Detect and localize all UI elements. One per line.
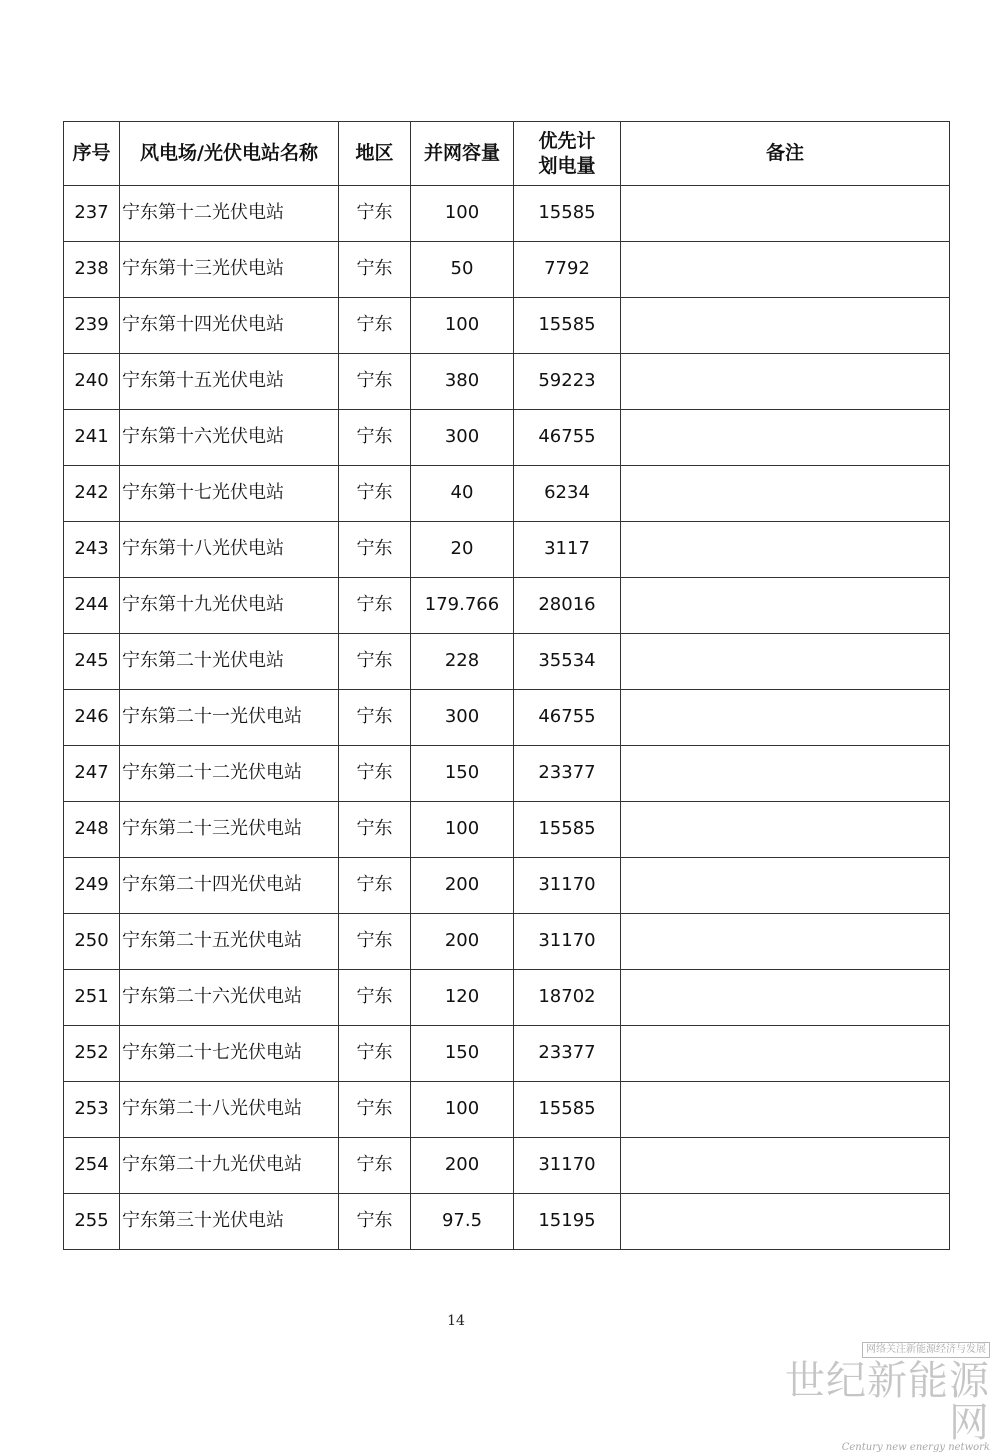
table-row: [64, 354, 950, 410]
cell-plan-energy: 46755: [514, 690, 621, 746]
cell-plan-energy: 6234: [514, 466, 621, 522]
cell-capacity: 50: [411, 242, 514, 298]
cell-plan-energy: 31170: [514, 914, 621, 970]
header-area: 地区: [339, 122, 411, 186]
cell-capacity: 20: [411, 522, 514, 578]
cell-note: [621, 242, 950, 298]
watermark-name: 世纪新能源网: [785, 1358, 990, 1446]
cell-plan-energy: 15585: [514, 186, 621, 242]
cell-plan-energy: 15585: [514, 1082, 621, 1138]
table-row: [64, 1138, 950, 1194]
table-row: [64, 522, 950, 578]
cell-station-name: 宁东第十三光伏电站: [120, 242, 339, 298]
cell-index: 249: [64, 858, 120, 914]
cell-station-name: 宁东第二十七光伏电站: [120, 1026, 339, 1082]
cell-area: 宁东: [339, 186, 411, 242]
cell-capacity: 228: [411, 634, 514, 690]
header-plan-text: 优先计划电量: [538, 129, 596, 177]
cell-index: 255: [64, 1194, 120, 1250]
cell-station-name: 宁东第二十二光伏电站: [120, 746, 339, 802]
table-row: [64, 1026, 950, 1082]
cell-index: 248: [64, 802, 120, 858]
table-body: [64, 186, 950, 1250]
priority-plan-table: [63, 121, 950, 1250]
cell-note: [621, 746, 950, 802]
cell-index: 245: [64, 634, 120, 690]
cell-capacity: 200: [411, 914, 514, 970]
header-capacity: 并网容量: [411, 122, 514, 186]
cell-area: 宁东: [339, 634, 411, 690]
cell-capacity: 100: [411, 802, 514, 858]
cell-station-name: 宁东第十七光伏电站: [120, 466, 339, 522]
cell-note: [621, 1082, 950, 1138]
table-row: [64, 1082, 950, 1138]
table-row: [64, 1194, 950, 1250]
cell-index: 252: [64, 1026, 120, 1082]
table-row: [64, 690, 950, 746]
cell-capacity: 120: [411, 970, 514, 1026]
table-row: [64, 858, 950, 914]
cell-capacity: 200: [411, 1138, 514, 1194]
cell-index: 251: [64, 970, 120, 1026]
cell-capacity: 300: [411, 690, 514, 746]
table-row: [64, 186, 950, 242]
cell-index: 246: [64, 690, 120, 746]
table-row: [64, 634, 950, 690]
cell-index: 239: [64, 298, 120, 354]
cell-capacity: 40: [411, 466, 514, 522]
cell-note: [621, 970, 950, 1026]
cell-note: [621, 578, 950, 634]
cell-area: 宁东: [339, 746, 411, 802]
cell-area: 宁东: [339, 1026, 411, 1082]
cell-index: 242: [64, 466, 120, 522]
cell-plan-energy: 15585: [514, 802, 621, 858]
cell-note: [621, 1138, 950, 1194]
cell-capacity: 97.5: [411, 1194, 514, 1250]
cell-area: 宁东: [339, 298, 411, 354]
cell-note: [621, 354, 950, 410]
cell-station-name: 宁东第十八光伏电站: [120, 522, 339, 578]
cell-area: 宁东: [339, 1138, 411, 1194]
cell-area: 宁东: [339, 690, 411, 746]
cell-plan-energy: 18702: [514, 970, 621, 1026]
cell-capacity: 179.766: [411, 578, 514, 634]
header-plan: [514, 122, 621, 186]
cell-area: 宁东: [339, 242, 411, 298]
cell-area: 宁东: [339, 858, 411, 914]
cell-capacity: 380: [411, 354, 514, 410]
cell-capacity: 100: [411, 1082, 514, 1138]
cell-station-name: 宁东第十四光伏电站: [120, 298, 339, 354]
cell-index: 244: [64, 578, 120, 634]
table-row: [64, 242, 950, 298]
cell-plan-energy: 31170: [514, 858, 621, 914]
cell-plan-energy: 35534: [514, 634, 621, 690]
cell-plan-energy: 31170: [514, 1138, 621, 1194]
page-number: 14: [447, 1313, 465, 1329]
cell-capacity: 100: [411, 186, 514, 242]
table-row: [64, 970, 950, 1026]
cell-station-name: 宁东第二十八光伏电站: [120, 1082, 339, 1138]
cell-plan-energy: 23377: [514, 1026, 621, 1082]
table-row: [64, 578, 950, 634]
cell-note: [621, 802, 950, 858]
cell-note: [621, 914, 950, 970]
table-row: [64, 298, 950, 354]
cell-index: 241: [64, 410, 120, 466]
cell-area: 宁东: [339, 1082, 411, 1138]
cell-plan-energy: 46755: [514, 410, 621, 466]
cell-note: [621, 410, 950, 466]
cell-station-name: 宁东第三十光伏电站: [120, 1194, 339, 1250]
cell-note: [621, 186, 950, 242]
table-row: [64, 410, 950, 466]
cell-index: 254: [64, 1138, 120, 1194]
cell-index: 250: [64, 914, 120, 970]
cell-note: [621, 1194, 950, 1250]
cell-capacity: 200: [411, 858, 514, 914]
cell-index: 238: [64, 242, 120, 298]
cell-area: 宁东: [339, 522, 411, 578]
cell-index: 243: [64, 522, 120, 578]
cell-plan-energy: 15585: [514, 298, 621, 354]
cell-area: 宁东: [339, 410, 411, 466]
cell-capacity: 300: [411, 410, 514, 466]
cell-station-name: 宁东第二十九光伏电站: [120, 1138, 339, 1194]
cell-capacity: 150: [411, 746, 514, 802]
cell-index: 240: [64, 354, 120, 410]
cell-note: [621, 690, 950, 746]
header-index: 序号: [64, 122, 120, 186]
cell-area: 宁东: [339, 578, 411, 634]
cell-station-name: 宁东第二十三光伏电站: [120, 802, 339, 858]
cell-station-name: 宁东第二十六光伏电站: [120, 970, 339, 1026]
cell-note: [621, 466, 950, 522]
cell-station-name: 宁东第十二光伏电站: [120, 186, 339, 242]
cell-note: [621, 858, 950, 914]
cell-area: 宁东: [339, 466, 411, 522]
cell-station-name: 宁东第十六光伏电站: [120, 410, 339, 466]
cell-plan-energy: 3117: [514, 522, 621, 578]
header-note: 备注: [621, 122, 950, 186]
table-row: [64, 914, 950, 970]
cell-station-name: 宁东第二十一光伏电站: [120, 690, 339, 746]
cell-note: [621, 522, 950, 578]
cell-plan-energy: 15195: [514, 1194, 621, 1250]
cell-station-name: 宁东第二十四光伏电站: [120, 858, 339, 914]
cell-capacity: 100: [411, 298, 514, 354]
cell-index: 237: [64, 186, 120, 242]
cell-area: 宁东: [339, 1194, 411, 1250]
table-row: [64, 746, 950, 802]
table-row: [64, 466, 950, 522]
cell-area: 宁东: [339, 970, 411, 1026]
cell-plan-energy: 23377: [514, 746, 621, 802]
cell-station-name: 宁东第二十五光伏电站: [120, 914, 339, 970]
cell-station-name: 宁东第二十光伏电站: [120, 634, 339, 690]
watermark-logo: [765, 1337, 990, 1453]
cell-index: 247: [64, 746, 120, 802]
watermark-english: Century new energy network: [841, 1442, 990, 1453]
cell-plan-energy: 59223: [514, 354, 621, 410]
table-row: [64, 802, 950, 858]
cell-note: [621, 298, 950, 354]
table-header-row: [64, 122, 950, 186]
cell-area: 宁东: [339, 802, 411, 858]
cell-area: 宁东: [339, 354, 411, 410]
cell-index: 253: [64, 1082, 120, 1138]
cell-plan-energy: 28016: [514, 578, 621, 634]
cell-station-name: 宁东第十五光伏电站: [120, 354, 339, 410]
header-name: 风电场/光伏电站名称: [120, 122, 339, 186]
cell-area: 宁东: [339, 914, 411, 970]
cell-capacity: 150: [411, 1026, 514, 1082]
watermark-tagline: 网络关注新能源经济与发展: [862, 1342, 990, 1358]
cell-note: [621, 634, 950, 690]
cell-note: [621, 1026, 950, 1082]
cell-station-name: 宁东第十九光伏电站: [120, 578, 339, 634]
cell-plan-energy: 7792: [514, 242, 621, 298]
